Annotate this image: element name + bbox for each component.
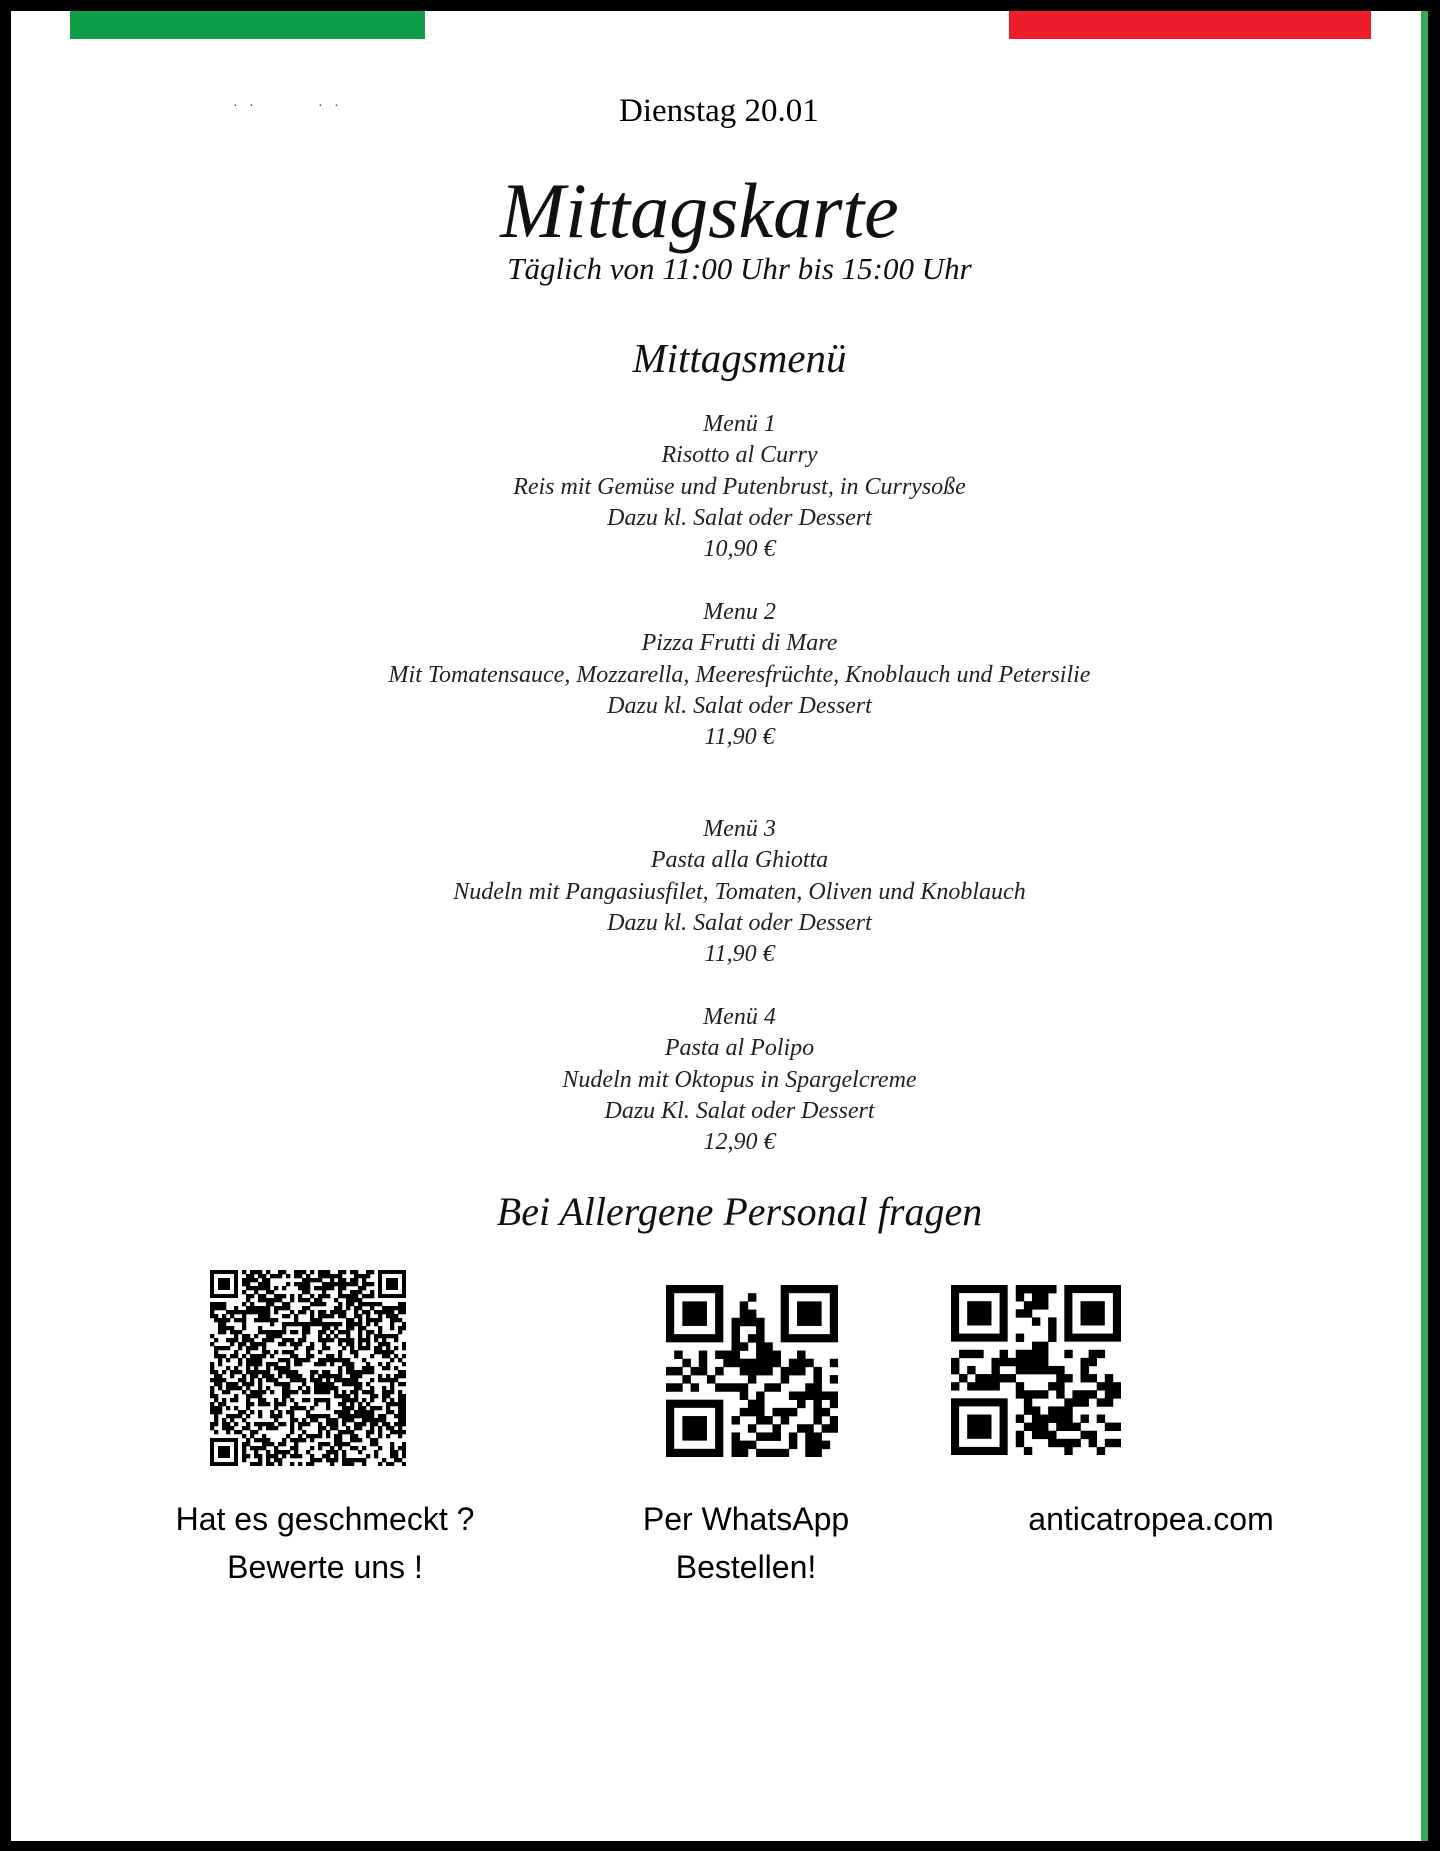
menu-price: 11,90 € xyxy=(704,941,775,968)
menu-item xyxy=(31,597,1428,753)
menu-dish: Pasta alla Ghiotta xyxy=(650,847,829,874)
menu-side: Dazu kl. Salat oder Dessert xyxy=(607,692,872,719)
menu-dish: Pasta al Polipo xyxy=(664,1035,815,1062)
qr-label-line: anticatropea.com xyxy=(1028,1501,1274,1537)
menu-item xyxy=(31,814,1428,970)
menu-item xyxy=(31,1002,1428,1158)
date-label: Dienstag 20.01 xyxy=(619,93,819,129)
qr-label-line: Hat es geschmeckt ? xyxy=(175,1501,475,1537)
menu-description: Nudeln mit Pangasiusfilet, Tomaten, Oliven und Knoblauch xyxy=(453,878,1026,905)
qr-label-line: Bewerte uns ! xyxy=(227,1549,423,1585)
whatsapp-qr-label xyxy=(571,1495,921,1591)
qr-label-line: Bestellen! xyxy=(675,1549,817,1585)
qr-code-icon[interactable] xyxy=(210,1270,406,1466)
allergen-note: Bei Allergene Personal fragen xyxy=(496,1189,983,1234)
decorative-dots: · · xyxy=(318,99,343,114)
menu-page xyxy=(11,11,1428,1841)
page-title: Mittagskarte xyxy=(500,167,899,254)
qr-label-line: Per WhatsApp xyxy=(642,1501,850,1537)
review-qr-label xyxy=(110,1495,540,1591)
menu-dish: Risotto al Curry xyxy=(661,442,818,469)
qr-code-icon[interactable] xyxy=(951,1285,1121,1455)
menu-description: Mit Tomatensauce, Mozzarella, Meeresfrüchte, Knoblauch und Petersilie xyxy=(388,661,1091,688)
menu-label: Menü 3 xyxy=(703,816,776,842)
menu-item xyxy=(31,409,1428,565)
website-qr-label xyxy=(961,1495,1341,1543)
menu-price: 11,90 € xyxy=(704,724,775,751)
menu-dish: Pizza Frutti di Mare xyxy=(641,630,838,657)
menu-label: Menü 1 xyxy=(703,411,776,437)
menu-label: Menu 2 xyxy=(703,599,776,625)
qr-code-icon[interactable] xyxy=(666,1285,838,1457)
menu-price: 10,90 € xyxy=(703,536,776,563)
opening-hours: Täglich von 11:00 Uhr bis 15:00 Uhr xyxy=(507,251,972,286)
menu-side: Dazu Kl. Salat oder Dessert xyxy=(604,1097,875,1124)
menu-side: Dazu kl. Salat oder Dessert xyxy=(607,909,872,936)
menu-price: 12,90 € xyxy=(703,1129,776,1156)
menu-label: Menü 4 xyxy=(703,1004,776,1030)
menu-side: Dazu kl. Salat oder Dessert xyxy=(607,504,872,531)
menu-description: Reis mit Gemüse und Putenbrust, in Currysoße xyxy=(513,473,966,500)
flag-bar-green xyxy=(70,11,425,39)
decorative-dots: · · xyxy=(233,99,258,114)
section-title: Mittagsmenü xyxy=(632,335,847,381)
menu-description: Nudeln mit Oktopus in Spargelcreme xyxy=(562,1066,917,1093)
flag-bar-red xyxy=(1009,11,1371,39)
